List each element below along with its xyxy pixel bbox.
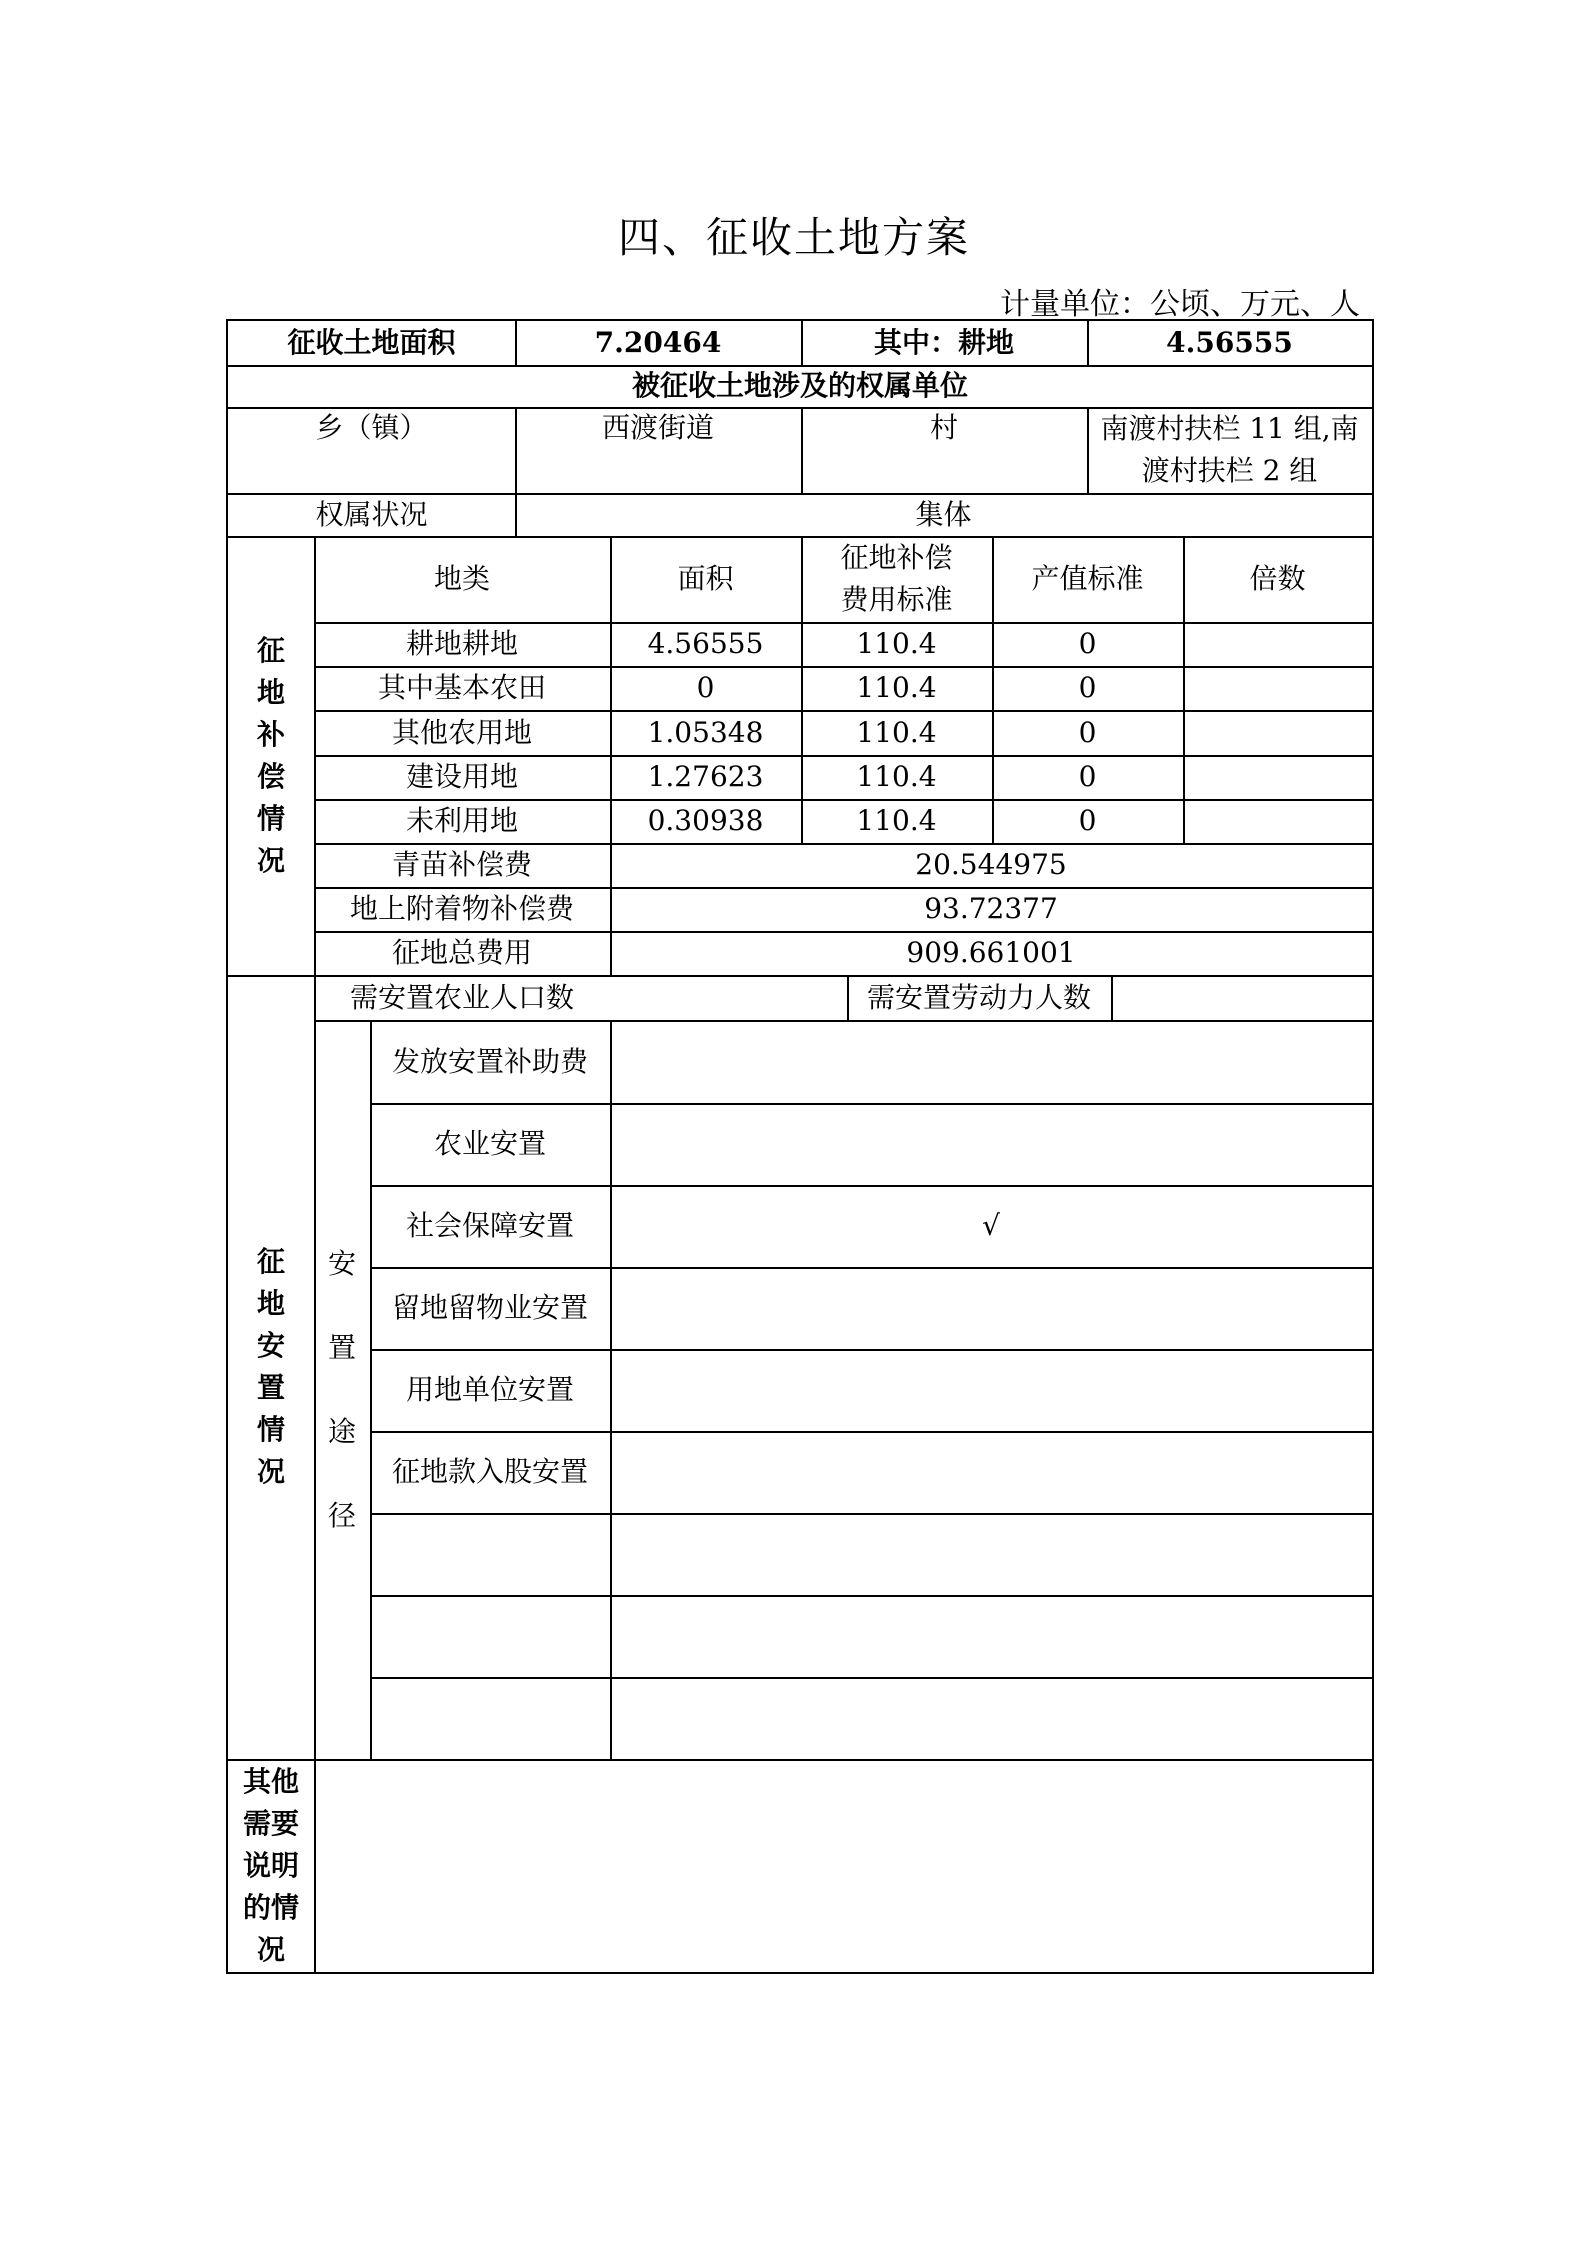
village-value	[1087, 407, 1372, 493]
population-value	[610, 975, 847, 1020]
table-row-standard: 110.4	[856, 760, 937, 793]
method-mark	[610, 1431, 1372, 1513]
village-value-line2: 渡村扶栏 2 组	[1141, 454, 1318, 487]
table-row-output: 0	[1078, 760, 1097, 793]
table-row-area: 0.30938	[647, 804, 764, 837]
resettlement-method-label: 安 置 途 径	[327, 1246, 356, 1532]
method-name: 用地单位安置	[405, 1373, 574, 1406]
table-row-standard: 110.4	[856, 715, 937, 749]
col-output-standard: 产值标准	[1031, 562, 1144, 595]
labor-label: 需安置劳动力人数	[866, 980, 1091, 1014]
method-mark	[610, 1020, 1372, 1103]
method-name: 发放安置补助费	[391, 1044, 588, 1078]
township-value: 西渡街道	[601, 411, 714, 444]
table-row-output: 0	[1078, 715, 1097, 749]
other-notes-label: 其他 需要 说明 的情 况	[242, 1764, 299, 1966]
table-row-type: 耕地耕地	[405, 627, 518, 660]
of-which-value: 4.56555	[1166, 326, 1293, 359]
area-value: 7.20464	[594, 326, 722, 359]
total-cost-label: 征地总费用	[391, 936, 532, 969]
method-mark	[610, 1103, 1372, 1185]
table-row-type: 其他农用地	[391, 715, 532, 749]
ownership-section-title: 被征收土地涉及的权属单位	[631, 369, 968, 402]
method-mark: √	[982, 1209, 1000, 1242]
measurement-unit: 计量单位：公顷、万元、人	[1000, 287, 1360, 322]
compensation-side-label: 征 地 补 偿 情 况	[256, 633, 285, 877]
village-label: 村	[929, 411, 958, 444]
page-title: 四、征收土地方案	[617, 213, 970, 262]
land-acquisition-table	[226, 319, 1374, 1974]
township-label: 乡（镇）	[315, 411, 428, 444]
resettlement-side-label: 征 地 安 置 情 况	[256, 1245, 285, 1488]
method-name: 征地款入股安置	[391, 1455, 588, 1488]
col-multiple: 倍数	[1249, 562, 1306, 595]
table-row-standard: 110.4	[856, 804, 937, 837]
col-land-type: 地类	[433, 562, 490, 595]
table-row-area: 1.27623	[647, 760, 764, 793]
status-label: 权属状况	[315, 497, 428, 531]
area-label: 征收土地面积	[287, 326, 456, 359]
table-row-standard: 110.4	[856, 671, 937, 704]
method-name: 社会保障安置	[405, 1209, 574, 1242]
method-mark	[610, 1267, 1372, 1349]
young-crops-label: 青苗补偿费	[391, 848, 532, 881]
of-which-label: 其中：耕地	[873, 326, 1014, 359]
status-value: 集体	[915, 497, 972, 531]
population-label: 需安置农业人口数	[349, 980, 574, 1014]
young-crops-value: 20.544975	[915, 848, 1067, 881]
method-name: 农业安置	[433, 1127, 546, 1160]
table-row-type: 其中基本农田	[377, 671, 546, 704]
table-row-area: 1.05348	[647, 715, 764, 749]
village-value-line1: 南渡村扶栏 11 组,南	[1100, 412, 1359, 445]
method-mark	[610, 1349, 1372, 1431]
table-row-type: 建设用地	[405, 760, 518, 793]
table-row-area: 4.56555	[647, 627, 764, 660]
labor-value	[1111, 975, 1372, 1020]
table-row-type: 未利用地	[405, 804, 518, 837]
table-row-standard: 110.4	[856, 627, 937, 660]
col-compensation-standard: 征地补偿 费用标准	[840, 541, 953, 616]
attachments-label: 地上附着物补偿费	[349, 892, 574, 925]
col-area: 面积	[677, 562, 734, 595]
table-row-output: 0	[1078, 804, 1097, 837]
table-row-area: 0	[696, 671, 715, 704]
table-row-output: 0	[1078, 627, 1097, 660]
method-name: 留地留物业安置	[391, 1291, 588, 1324]
table-row-output: 0	[1078, 671, 1097, 704]
other-notes-value	[314, 1759, 1372, 1972]
total-cost-value: 909.661001	[906, 936, 1076, 969]
attachments-value: 93.72377	[924, 892, 1058, 925]
